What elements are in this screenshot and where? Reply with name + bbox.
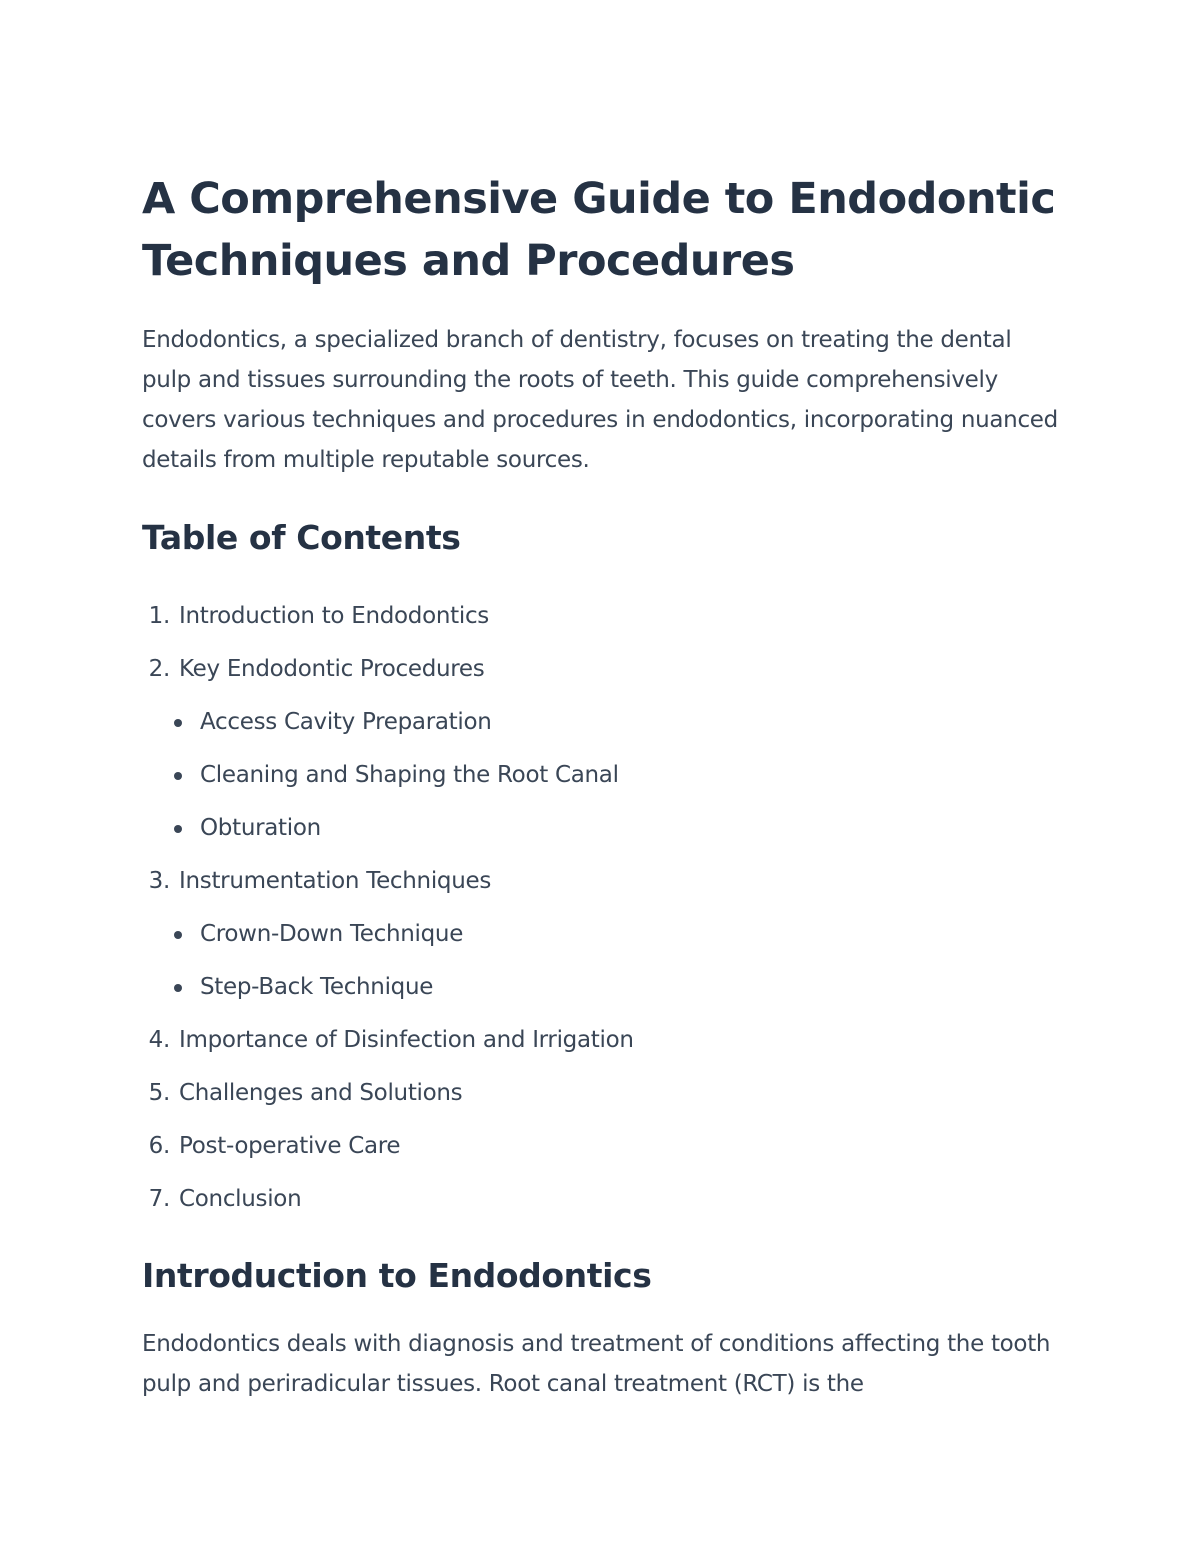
toc-item-label: Post-operative Care xyxy=(179,1133,401,1159)
toc-item-4 xyxy=(142,1014,1062,1067)
toc-sublist xyxy=(142,696,1062,855)
toc-item-label: Importance of Disinfection and Irrigation xyxy=(179,1027,634,1053)
toc-subitem: Crown-Down Technique xyxy=(172,908,1062,961)
toc-item-label: Introduction to Endodontics xyxy=(179,603,489,629)
document-title: A Comprehensive Guide to Endodontic Techniques and Procedures xyxy=(142,174,1056,286)
introduction-paragraph: Endodontics deals with diagnosis and treatment of conditions affecting the tooth pulp and periradicular tissues. Root canal treatment (RCT) is the xyxy=(142,1331,1051,1397)
toc-sublist xyxy=(142,908,1062,1014)
toc-subitem: Cleaning and Shaping the Root Canal xyxy=(172,749,1062,802)
toc-item-label: Instrumentation Techniques xyxy=(179,868,492,894)
toc-subitem: Obturation xyxy=(172,802,1062,855)
toc-item-2 xyxy=(142,643,1062,855)
intro-paragraph: Endodontics, a specialized branch of dentistry, focuses on treating the dental pulp and tissues surrounding the roots of teeth. This guide comprehensively covers various techniques and procedures in endodontics, incorporating nuanced details from multiple reputable sources. xyxy=(142,327,1058,473)
toc-item-number: 1. xyxy=(148,603,170,629)
toc-item-label: Conclusion xyxy=(179,1186,302,1212)
toc-heading: Table of Contents xyxy=(142,518,461,557)
toc-item-6 xyxy=(142,1120,1062,1173)
table-of-contents xyxy=(142,590,1062,1226)
toc-item-label: Challenges and Solutions xyxy=(179,1080,463,1106)
toc-item-number: 7. xyxy=(148,1186,170,1212)
document-page xyxy=(142,168,1062,1404)
toc-item-number: 5. xyxy=(148,1080,170,1106)
toc-item-3 xyxy=(142,855,1062,1014)
toc-subitem: Access Cavity Preparation xyxy=(172,696,1062,749)
section-heading-introduction: Introduction to Endodontics xyxy=(142,1256,652,1295)
toc-subitem: Step-Back Technique xyxy=(172,961,1062,1014)
toc-item-number: 6. xyxy=(148,1133,170,1159)
toc-item-5 xyxy=(142,1067,1062,1120)
toc-item-number: 2. xyxy=(148,656,170,682)
toc-item-number: 3. xyxy=(148,868,170,894)
toc-item-number: 4. xyxy=(148,1027,170,1053)
toc-item-label: Key Endodontic Procedures xyxy=(179,656,485,682)
toc-item-1 xyxy=(142,590,1062,643)
toc-item-7 xyxy=(142,1173,1062,1226)
